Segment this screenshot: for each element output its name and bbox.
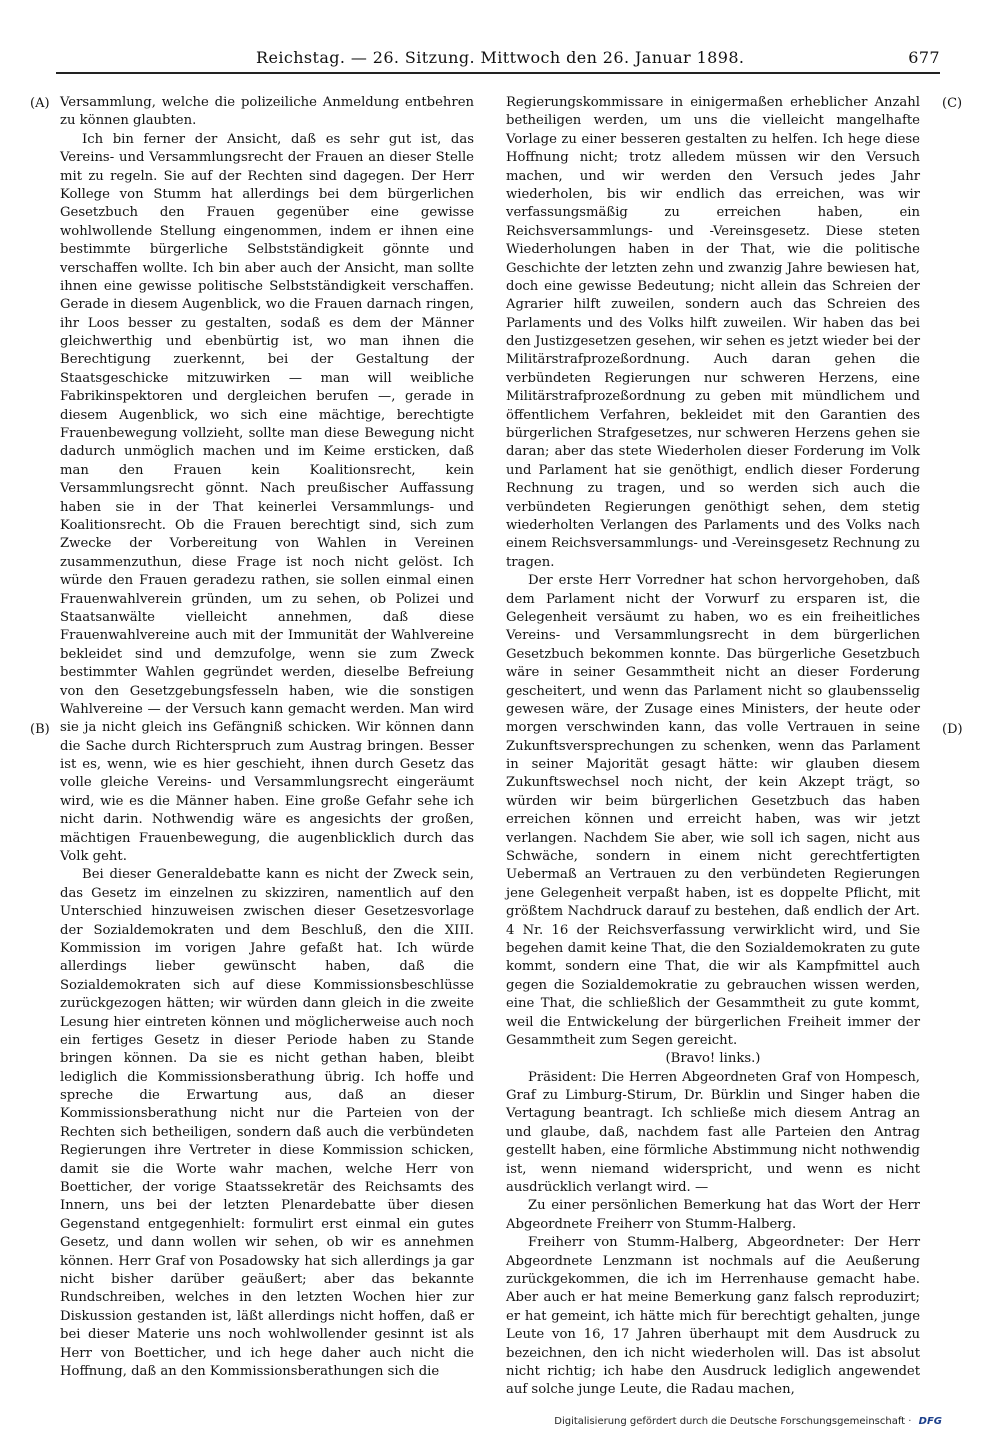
paragraph: Zu einer persönlichen Bemerkung hat das Wort der Herr Abgeordnete Freiherr von Stumm-Halberg. [506, 1198, 920, 1232]
margin-marker-a: (A) [30, 96, 50, 111]
page-number: 677 [908, 48, 940, 67]
dfg-logo: DFG [918, 1416, 942, 1427]
margin-marker-d: (D) [942, 722, 963, 737]
page-header [60, 44, 940, 74]
right-column [506, 94, 920, 1400]
running-head: Reichstag. — 26. Sitzung. Mittwoch den 26. Januar 1898. [256, 48, 745, 67]
speaker-statement: Freiherr von Stumm-Halberg, Abgeordneter: Der Herr Abgeordnete Lenzmann ist nochmals auf die Aeußerung zurückgekommen, die ich im Herrenhause gemacht habe. Aber auch er hat meine Bemerkung ganz falsch reproduzirt; er hat gemeint, ich hätte mich für berechtigt gehalten, junge Leute von 16, 17 Jahren überhaupt mit dem Ausdruck zu bezeichnen, den ich nicht wiederholen will. Das ist absolut nicht richtig; ich habe den Ausdruck lediglich angewendet auf solche junge Leute, die Radau machen, [506, 1235, 920, 1398]
paragraph: Bei dieser Generaldebatte kann es nicht der Zweck sein, das Gesetz im einzelnen zu skizziren, namentlich auf den Unterschied hinzuweisen zwischen dieser Gesetzesvorlage der Sozialdemokraten und dem Beschluß, den die XIII. Kommission im vorigen Jahre gefaßt hat. Ich würde allerdings lieber gewünscht haben, daß die Sozialdemokraten sich auf diese Kommissionsbeschlüsse zurückgezogen hätten; wir würden dann gleich in die zweite Lesung hier eintreten können und möglicherweise auch noch ein fertiges Gesetz in dieser Periode haben zu Stande bringen können. Da sie es nicht gethan haben, bleibt lediglich die Kommissionsberathung übrig. Ich hoffe und spreche die Erwartung aus, daß an dieser Kommissionsberathung nicht nur die Parteien von der Rechten sich betheiligen, sondern daß auch die verbündeten Regierungen ihre Vertreter in diese Kommission schicken, damit sie die Worte wahr machen, welche Herr von Boetticher, der vorige Staatssekretär des Reichsamts des Innern, uns bei der letzten Plenardebatte über diesen Gegenstand entgegenhielt: formulirt erst einmal ein gutes Gesetz, und dann wollen wir sehen, ob wir es annehmen können. Herr Graf von Posadowsky hat sich allerdings ja gar nicht bisher darüber geäußert; aber das bekannte Rundschreiben, welches in den letzten Wochen hier zur Diskussion gestanden ist, läßt allerdings nicht hoffen, daß er bei dieser Materie uns noch wohlwollender gesinnt ist als Herr von Boetticher, und ich hege daher auch nicht die Hoffnung, daß an den Kommissionsberathungen sich die [60, 867, 474, 1379]
header-rule [56, 72, 940, 74]
paragraph: Ich bin ferner der Ansicht, daß es sehr gut ist, das Vereins- und Versammlungsrecht der Frauen an dieser Stelle mit zu regeln. Sie auf der Rechten sind dagegen. Der Herr Kollege von Stumm hat allerdings bei dem bürgerlichen Gesetzbuch den Frauen gegenüber eine gewisse wohlwollende Stellung eingenommen, indem er ihnen eine bestimmte bürgerliche Selbstständigkeit gönnte und verschaffen wollte. Ich bin aber auch der Ansicht, man sollte ihnen eine gewisse politische Selbstständigkeit verschaffen. Gerade in diesem Augenblick, wo die Frauen darnach ringen, ihr Loos besser zu gestalten, sodaß es dem der Männer gleichwerthig und ebenbürtig ist, wo man ihnen die Berechtigung zuerkennt, bei der Gestaltung der Staatsgeschicke mitzuwirken — man will weibliche Fabrikinspektoren und dergleichen berufen —, gerade in diesem Augenblick, wo sich eine mächtige, berechtigte Frauenbewegung vollzieht, sollte man diese Bewegung nicht dadurch unmöglich machen und im Keime ersticken, daß man den Frauen kein Koalitionsrecht, kein Versammlungsrecht gönnt. Nach preußischer Auffassung haben sie in der That keinerlei Versammlungs- und Koalitionsrecht. Ob die Frauen berechtigt sind, sich zum Zwecke der Vorbereitung von Wahlen in Vereinen zusammenzuthun, diese Frage ist noch nicht gelöst. Ich würde den Frauen geradezu rathen, sie sollen einmal einen Frauenwahlverein gründen, um zu sehen, ob Polizei und Staatsanwälte vielleicht annehmen, daß diese Frauenwahlvereine auch mit der Immunität der Wahlvereine bekleidet sind und demzufolge, wenn sie zum Zweck bestimmter Wahlen gegründet werden, dieselbe Befreiung von den Gesetzgebungsfesseln haben, wie die sonstigen Wahlvereine — der Versuch kann gemacht werden. Man wird sie ja nicht gleich ins Gefängniß schicken. Wir können dann die Sache durch Richterspruch zum Austrag bringen. Besser ist es, wenn, wie es hier geschieht, ihnen durch Gesetz das volle gleiche Vereins- und Versammlungsrecht eingeräumt wird, wie es die Männer haben. Eine große Gefahr sehe ich nicht darin. Nothwendig wäre es angesichts der großen, mächtigen Frauenbewegung, die augenblicklich durch das Volk geht. [60, 131, 474, 865]
separator-icon: · [908, 1416, 912, 1427]
digitization-footer [554, 1416, 942, 1427]
applause-note: (Bravo! links.) [665, 1051, 761, 1067]
left-column [60, 94, 474, 1381]
footer-text: Digitalisierung gefördert durch die Deutsche Forschungsgemeinschaft [554, 1416, 906, 1427]
paragraph: Regierungskommissare in einigermaßen erheblicher Anzahl betheiligen werden, um uns die vielleicht mangelhafte Vorlage zu einer besseren gestalten zu helfen. Ich hege diese Hoffnung nicht; trotz alledem müssen wir den Versuch machen, und wir werden den Versuch jedes Jahr wiederholen, bis wir endlich das erreichen, was wir verfassungsmäßig zu erreichen haben, ein Reichsversammlungs- und -Vereinsgesetz. Diese steten Wiederholungen haben in der That, wie die politische Geschichte der letzten zehn und zwanzig Jahre bewiesen hat, doch eine gewisse Bedeutung; nicht allein das Schreien der Agrarier hilft zuweilen, sondern auch das Schreien des Parlaments und des Volks hilft zuweilen. Wir haben das bei den Justizgesetzen gesehen, wir sehen es jetzt wieder bei der Militärstrafprozeßordnung. Auch daran gehen die verbündeten Regierungen nur schweren Herzens, eine Militärstrafprozeßordnung zu geben mit mündlichem und öffentlichem Verfahren, bekleidet mit den Garantien des bürgerlichen Strafgesetzes, nur schweren Herzens gehen sie daran; aber das stete Wiederholen dieser Forderung im Volk und Parlament hat sie genöthigt, endlich dieser Forderung Rechnung zu tragen, und so werden sich auch die verbündeten Regierungen genöthigt sehen, dem stetig wiederholten Verlangen des Parlaments und des Volks nach einem Reichsversammlungs- und -Vereinsgesetz Rechnung zu tragen. [506, 95, 920, 570]
paragraph: Der erste Herr Vorredner hat schon hervorgehoben, daß dem Parlament nicht der Vorwurf zu ersparen ist, die Gelegenheit versäumt zu haben, wo es ein freiheitliches Vereins- und Versammlungsrecht in dem bürgerlichen Gesetzbuch bekommen konnte. Das bürgerliche Gesetzbuch wäre in seiner Gesammtheit nicht an dieser Forderung gescheitert, und wenn das Parlament nicht so glaubensselig gewesen wäre, der Zusage eines Ministers, der heute oder morgen verschwinden kann, das volle Vertrauen in seine Zukunftsversprechungen zu schenken, wenn das Parlament in seiner Majorität gesagt hätte: wir glauben diesem Zukunftswechsel noch nicht, der kein Akzept trägt, so würden wir beim bürgerlichen Gesetzbuch das haben erreichen können und erreicht haben, was wir jetzt verlangen. Nachdem Sie aber, wie soll ich sagen, nicht aus Schwäche, sondern in einem nicht gerechtfertigten Uebermaß an Vertrauen zu den verbündeten Regierungen jene Gelegenheit verpaßt haben, ist es doppelte Pflicht, mit größtem Nachdruck darauf zu bestehen, daß endlich der Art. 4 Nr. 16 der Reichsverfassung verwirklicht wird, und Sie begehen damit keine That, die den Sozialdemokraten zu gute kommt, sondern eine That, die wir als Kampfmittel auch gegen die Sozialdemokratie zu gebrauchen wissen werden, eine That, die schließlich der Gesammtheit zu gute kommt, weil die Entwickelung der bürgerlichen Freiheit immer der Gesammtheit zum Segen gereicht. [506, 573, 920, 1048]
paragraph: Versammlung, welche die polizeiliche Anmeldung entbehren zu können glaubten. [60, 95, 474, 129]
margin-marker-c: (C) [942, 96, 963, 111]
president-statement: Präsident: Die Herren Abgeordneten Graf von Hompesch, Graf zu Limburg-Stirum, Dr. Bürklin und Singer haben die Vertagung beantragt. Ich schließe mich diesem Antrag an und glaube, daß, nachdem fast alle Parteien den Antrag gestellt haben, eine förmliche Abstimmung nicht nothwendig ist, wenn niemand widerspricht, und wenn es nicht ausdrücklich verlangt wird. — [506, 1069, 920, 1196]
margin-marker-b: (B) [30, 722, 50, 737]
